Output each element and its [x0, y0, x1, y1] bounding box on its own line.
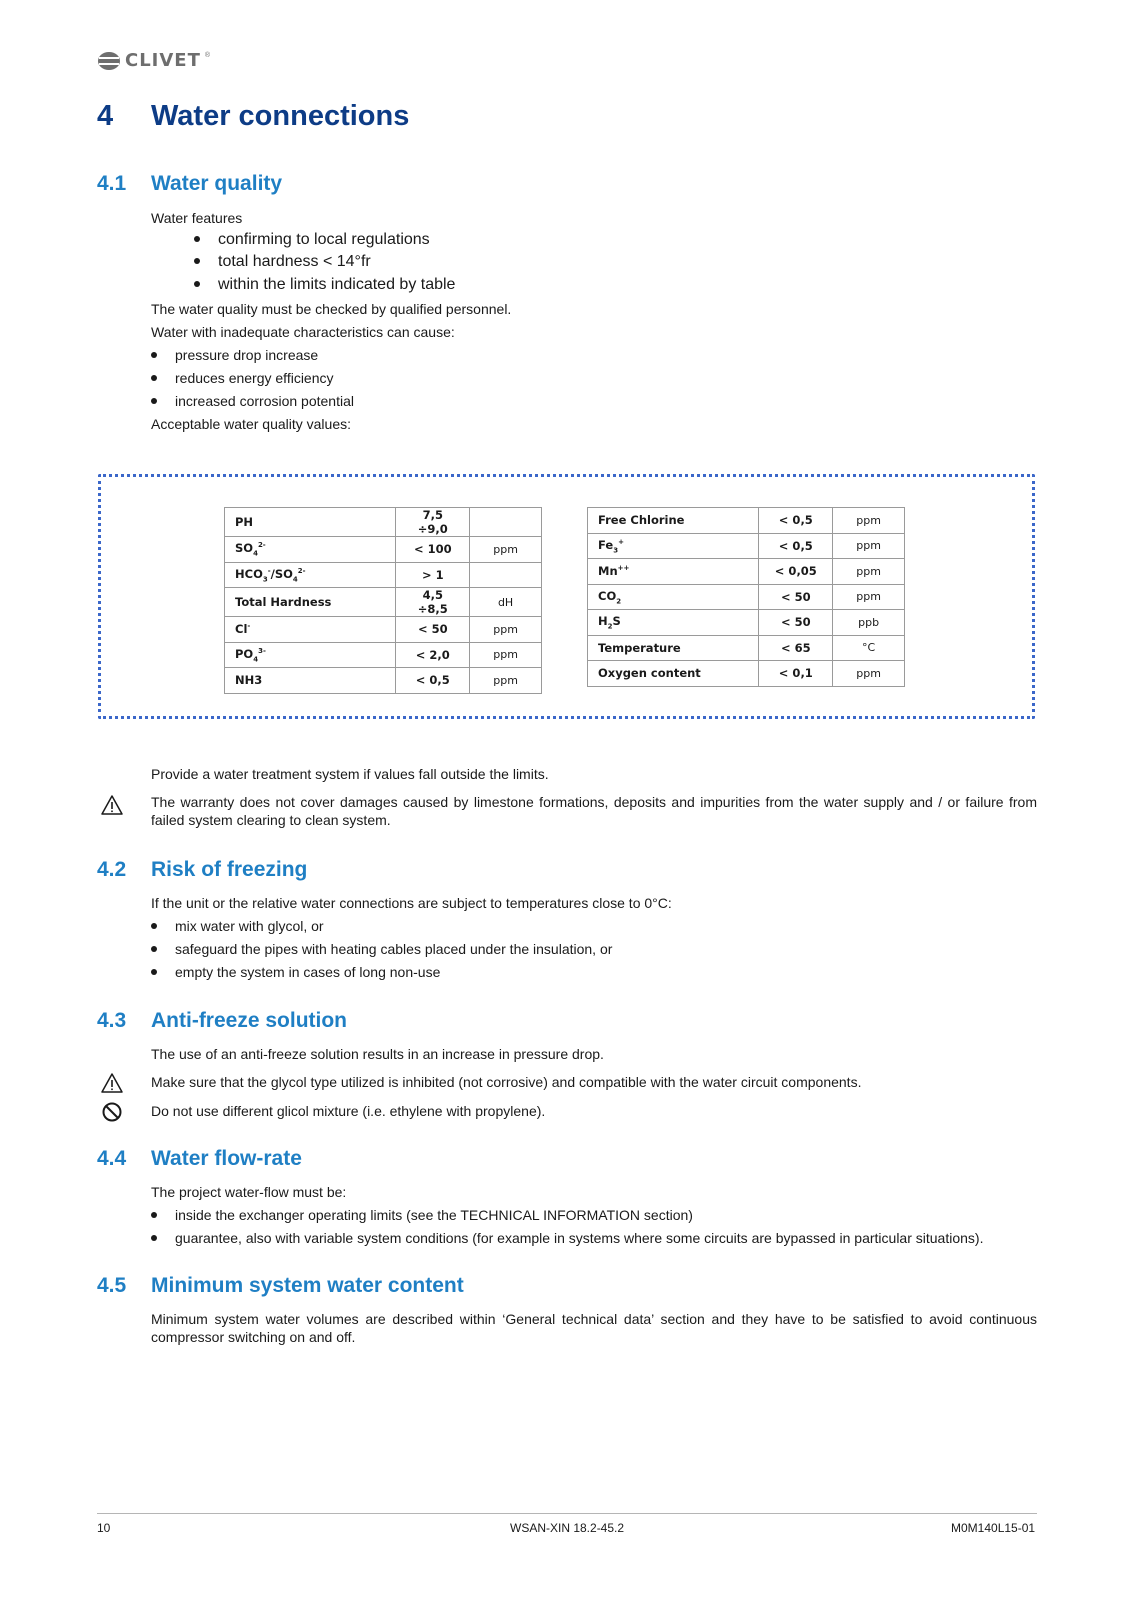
chapter-title [97, 100, 409, 133]
chapter-number: 4 [97, 100, 114, 132]
freezing-item: safeguard the pipes with heating cables placed under the insulation, or [151, 940, 612, 958]
table-row: $CO_2$ < 50 ppm [588, 584, 905, 610]
page-number: 10 [97, 1521, 111, 1535]
warning-icon [100, 1072, 124, 1094]
model-name: WSAN-XIN 18.2-45.2 [510, 1521, 625, 1535]
section-title: Water flow-rate [151, 1147, 302, 1170]
quality-check-text: The water quality must be checked by qualified personnel. [151, 301, 512, 317]
table-row: Free Chlorine < 0,5 ppm [588, 508, 905, 534]
brand-logo [97, 50, 210, 71]
section-title: Anti-freeze solution [151, 1009, 348, 1032]
section-number: 4.1 [97, 172, 127, 195]
freezing-item: mix water with glycol, or [151, 917, 324, 935]
feature-item: confirming to local regulations [194, 230, 430, 250]
table-row: Oxygen content < 0,1 ppm [588, 661, 905, 687]
water-quality-table-left [224, 507, 542, 694]
table-row: Mn++ < 0,05 ppm [588, 559, 905, 585]
section-title: Minimum system water content [151, 1274, 464, 1297]
section-heading-4-4 [97, 1147, 302, 1171]
water-content-text: Minimum system water volumes are described within ‘General technical data’ section and they have to be satisfied to avoid continuous compressor switching on and off. [151, 1311, 1037, 1345]
feature-item: total hardness < 14°fr [194, 252, 371, 272]
table-row: $HCO_3^-/SO_4^{2-}$ > 1 [225, 562, 542, 588]
cause-item: pressure drop increase [151, 346, 318, 364]
flowrate-intro: The project water-flow must be: [151, 1184, 347, 1200]
warning-icon [100, 794, 124, 816]
freezing-item: empty the system in cases of long non-use [151, 963, 440, 981]
table-row: $Fe_3^+$ < 0,5 ppm [588, 533, 905, 559]
document-code: M0M140L15-01 [951, 1521, 1036, 1535]
warranty-text: The warranty does not cover damages caused by limestone formations, deposits and impurities from the water supply and / or failure from failed system clearing to clean system. [151, 794, 1037, 828]
section-title: Water quality [151, 172, 283, 195]
section-heading-4-5 [97, 1274, 464, 1298]
section-number: 4.3 [97, 1009, 127, 1032]
section-number: 4.2 [97, 858, 127, 881]
logo-registered-mark: ® [204, 52, 211, 59]
water-quality-table-right [587, 507, 905, 687]
table-row: $H_2S$ < 50 ppb [588, 610, 905, 636]
section-title: Risk of freezing [151, 858, 308, 881]
section-heading-4-2 [97, 858, 307, 882]
cause-intro-text: Water with inadequate characteristics can cause: [151, 324, 455, 340]
logo-text: CLIVET [125, 50, 201, 71]
prohibited-icon [100, 1101, 124, 1123]
treatment-text: Provide a water treatment system if values fall outside the limits. [151, 766, 549, 782]
table-row: Cl- < 50 ppm [225, 617, 542, 643]
flowrate-item: inside the exchanger operating limits (see the TECHNICAL INFORMATION section) [151, 1206, 693, 1224]
acceptable-values-text: Acceptable water quality values: [151, 416, 351, 432]
section-number: 4.4 [97, 1147, 127, 1170]
flowrate-item: guarantee, also with variable system conditions (for example in systems where some circuits are bypassed in particular situations). [151, 1229, 983, 1247]
table-row: PH 7,5 ÷9,0 [225, 508, 542, 537]
footer-divider [97, 1513, 1037, 1514]
table-row: Temperature < 65 °C [588, 635, 905, 661]
freezing-intro: If the unit or the relative water connections are subject to temperatures close to 0°C: [151, 895, 672, 911]
clivet-logo-icon [97, 51, 121, 71]
table-row: $PO_4^{3-}$ < 2,0 ppm [225, 642, 542, 668]
cause-item: increased corrosion potential [151, 392, 354, 410]
table-row: $SO_4^{2-}$ < 100 ppm [225, 537, 542, 563]
glycol-warning-text: Make sure that the glycol type utilized is inhibited (not corrosive) and compatible with the water circuit components. [151, 1074, 862, 1090]
table-row: Total Hardness 4,5 ÷8,5 dH [225, 588, 542, 617]
water-features-intro: Water features [151, 210, 243, 226]
antifreeze-text: The use of an anti-freeze solution results in an increase in pressure drop. [151, 1046, 604, 1062]
section-number: 4.5 [97, 1274, 127, 1297]
section-heading-4-3 [97, 1009, 347, 1033]
cause-item: reduces energy efficiency [151, 369, 334, 387]
feature-item: within the limits indicated by table [194, 275, 455, 295]
glycol-prohibition-text: Do not use different glicol mixture (i.e. ethylene with propylene). [151, 1103, 546, 1119]
chapter-title-text: Water connections [151, 100, 410, 132]
section-heading-4-1 [97, 172, 282, 196]
table-row: NH3 < 0,5 ppm [225, 668, 542, 694]
